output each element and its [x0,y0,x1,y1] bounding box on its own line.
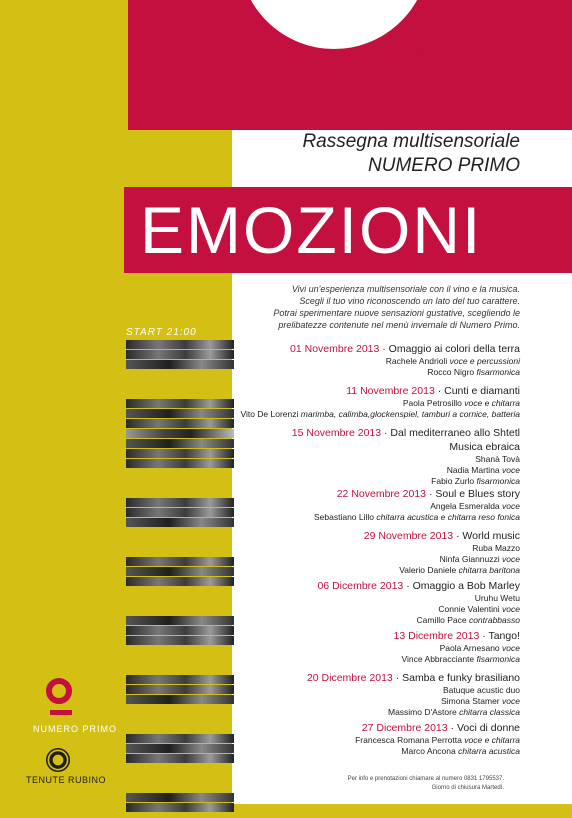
numero-primo-logo-bar [50,710,72,715]
performer-line [355,735,520,746]
intro-line: Potrai sperimentare nuove sensazioni gustative, scegliendo le [273,308,520,318]
footer-info [348,775,504,793]
performer-line [307,685,520,696]
photo-strip [126,626,234,635]
event-subtitle: Musica ebraica [449,441,520,453]
event-title [292,426,520,440]
performer-name: Ruba Mazzo [472,543,520,553]
performer-role: fisarmonica [476,476,520,486]
strip-gap [126,587,234,615]
event-date: 20 Dicembre 2013 [306,672,393,684]
photo-strip [126,429,234,438]
event-name: · World music [453,530,520,542]
event-name: · Cunti e diamanti [434,385,520,397]
performer-line [314,501,520,512]
performer-line [364,554,520,565]
photo-strip [126,360,234,369]
event-item [317,579,520,626]
event-date: 27 Dicembre 2013 [361,722,448,734]
performer-name: Francesca Romana Perrotta [355,735,462,745]
strip-gap [126,469,234,497]
performer-name: Paola Arnesano [439,643,500,653]
event-item [290,342,520,378]
photo-strip-column [126,340,234,813]
event-item [314,487,520,523]
event-name: · Dal mediterraneo allo Shtetl [381,427,520,439]
performer-name: Camillo Pace [416,615,467,625]
performer-role: voce e chitarra [464,398,520,408]
performer-name: Connie Valentini [438,604,500,614]
subtitle-line-1: Rassegna multisensoriale [302,131,520,152]
intro-line: Vivi un'esperienza multisensoriale con il vino e la musica. [291,284,520,294]
photo-strip [126,577,234,586]
performer-line [394,643,520,654]
event-item [364,529,520,576]
performer-role: voce e percussioni [449,356,520,366]
performer-name: Rachele Andrioli [385,356,448,366]
performer-role: contrabbasso [468,615,520,625]
event-date: 06 Dicembre 2013 [317,580,404,592]
strip-gap [126,646,234,674]
performer-line [317,593,520,604]
performer-line [292,465,520,476]
performer-line [317,615,520,626]
performer-role: voce [502,465,520,475]
photo-strip [126,350,234,359]
photo-strip [126,508,234,517]
performer-role: voce e chitarra [464,735,520,745]
performer-name: Paola Petrosillo [402,398,462,408]
performer-line [292,476,520,487]
photo-strip [126,567,234,576]
event-title [314,487,520,501]
performer-role: voce [502,643,520,653]
performer-line [240,409,520,420]
event-date: 29 Novembre 2013 [363,530,454,542]
performer-name: Massimo D'Astore [387,707,457,717]
performer-name: Ninfa Giannuzzi [439,554,500,564]
intro-paragraph [220,283,520,331]
photo-strip [126,793,234,802]
event-name: · Soul e Blues story [426,488,520,500]
event-title [355,721,520,735]
photo-strip [126,409,234,418]
event-name: · Omaggio a Bob Marley [403,580,520,592]
photo-strip [126,744,234,753]
event-item [240,384,520,420]
bottom-strip [0,804,572,818]
strip-gap [126,528,234,556]
performer-line [364,565,520,576]
performer-name: Vince Abbracciante [401,654,475,664]
photo-strip [126,616,234,625]
photo-strip [126,459,234,468]
tenute-rubino-sun-icon [46,748,70,772]
photo-strip [126,498,234,507]
intro-line: Scegli il tuo vino riconoscendo un lato del tuo carattere. [299,296,520,306]
photo-strip [126,557,234,566]
event-item [307,671,520,718]
photo-strip [126,449,234,458]
event-series-subtitle [302,130,520,178]
photo-strip [126,518,234,527]
performer-line [317,604,520,615]
performer-role: voce [502,604,520,614]
performer-name: Vito De Lorenzi [240,409,299,419]
performer-role: fisarmonica [476,367,520,377]
event-title [364,529,520,543]
event-name: · Tango! [479,630,520,642]
event-name: · Voci di donne [447,722,520,734]
performer-name: Simona Stamer [441,696,500,706]
strip-gap [126,764,234,792]
performer-name: Shanà Tovà [475,454,520,464]
performer-line [314,512,520,523]
performer-line [355,746,520,757]
event-date: 01 Novembre 2013 [290,343,380,355]
photo-strip [126,636,234,645]
photo-strip [126,754,234,763]
photo-strip [126,399,234,408]
performer-name: Batuque acustic duo [442,685,520,695]
performer-line [307,696,520,707]
performer-role: voce [502,554,520,564]
photo-strip [126,803,234,812]
photo-strip [126,419,234,428]
photo-strip [126,734,234,743]
footer-line: Giorno di chiusura Martedì. [431,785,504,791]
photo-strip [126,685,234,694]
numero-primo-logo-icon [46,678,72,704]
subtitle-line-2: NUMERO PRIMO [368,155,520,176]
event-date: 15 Novembre 2013 [291,427,382,439]
performer-role: fisarmonica [476,654,520,664]
event-title [240,384,520,398]
photo-strip [126,340,234,349]
event-item [292,426,520,487]
performer-role: marimba, calimba,glockenspiel, tamburi a cornice, batteria [300,409,520,419]
photo-strip [126,675,234,684]
strip-gap [126,370,234,398]
performer-name: Sebastiano Lillo [313,512,374,522]
event-title [290,342,520,356]
event-date: 13 Dicembre 2013 [393,630,480,642]
event-title [394,629,520,643]
performer-line [292,454,520,465]
performer-role: chitarra acustica e chitarra reso fonica [376,512,520,522]
performer-line [290,367,520,378]
performer-line [290,356,520,367]
event-name: · Omaggio ai colori della terra [379,343,520,355]
performer-role: chitarra classica [459,707,520,717]
start-time-label: START 21:00 [126,327,197,338]
intro-line: prelibatezze contenute nel menù invernale di Numero Primo. [278,320,520,330]
performer-name: Marco Ancona [401,746,456,756]
performer-name: Rocco Nigro [427,367,475,377]
performer-line [307,707,520,718]
event-item [355,721,520,757]
photo-strip [126,695,234,704]
performer-name: Valerio Daniele [399,565,457,575]
tenute-rubino-logo-text: TENUTE RUBINO [26,775,107,785]
strip-gap [126,705,234,733]
page-title: EMOZIONI [140,193,483,267]
performer-line [240,398,520,409]
event-name: · Samba e funky brasiliano [392,672,520,684]
numero-primo-logo-text: NUMERO PRIMO [33,724,117,734]
event-date: 11 Novembre 2013 [346,385,435,397]
performer-role: voce [502,696,520,706]
performer-role: chitarra baritona [458,565,520,575]
footer-line: Per info e prenotazioni chiamare al numero 0831 1795537. [347,776,504,782]
performer-name: Nadia Martina [446,465,500,475]
event-date: 22 Novembre 2013 [336,488,427,500]
photo-strip [126,439,234,448]
performer-name: Angela Esmeralda [430,501,500,511]
performer-line [364,543,520,554]
performer-line [394,654,520,665]
performer-role: voce [502,501,520,511]
performer-role: chitarra acustica [458,746,520,756]
performer-name: Uruhu Wetu [474,593,520,603]
event-title [307,671,520,685]
event-item [394,629,520,665]
event-title [317,579,520,593]
performer-name: Fabio Zurlo [431,476,475,486]
